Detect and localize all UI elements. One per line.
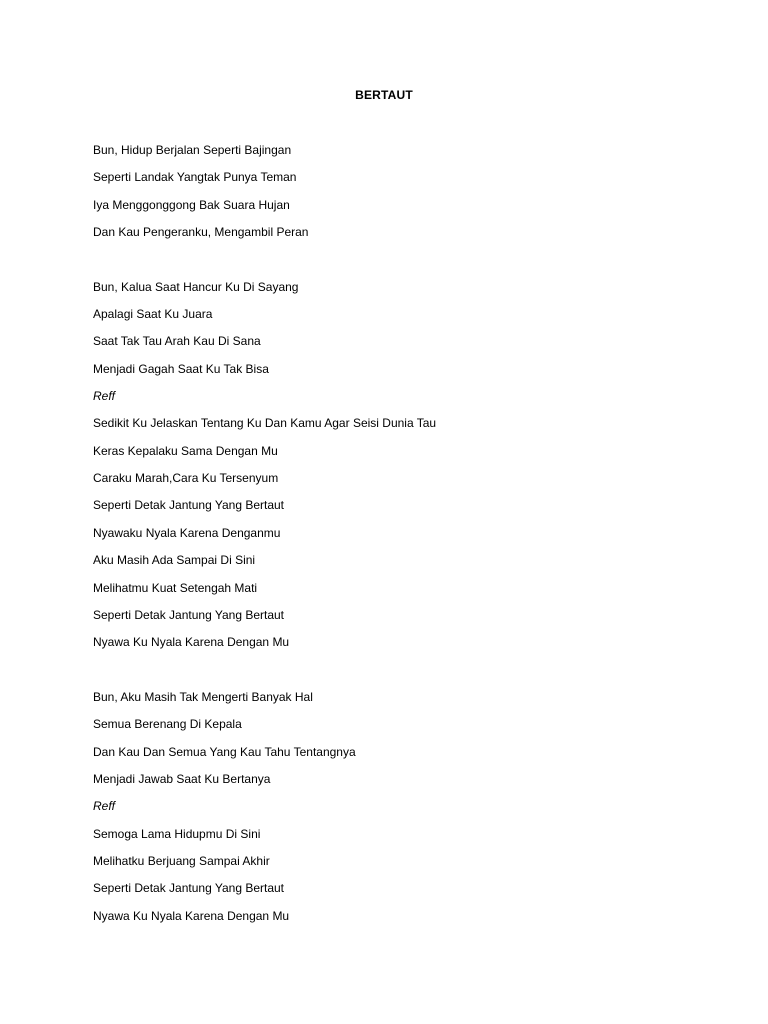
lyric-line: Melihatku Berjuang Sampai Akhir — [93, 853, 270, 868]
lyric-line: Semua Berenang Di Kepala — [93, 717, 242, 732]
song-title: BERTAUT — [355, 88, 413, 102]
reff-label: Reff — [93, 799, 116, 814]
lyric-line: Bun, Aku Masih Tak Mengerti Banyak Hal — [93, 689, 313, 704]
stanza-gap — [93, 250, 693, 277]
lyrics-body — [93, 141, 693, 934]
lyric-line: Keras Kepalaku Sama Dengan Mu — [93, 443, 278, 458]
lyric-line: Menjadi Jawab Saat Ku Bertanya — [93, 771, 271, 786]
reff-label: Reff — [93, 389, 116, 404]
lyric-line: Melihatmu Kuat Setengah Mati — [93, 580, 258, 595]
lyric-line: Seperti Detak Jantung Yang Bertaut — [93, 498, 285, 513]
lyric-line: Sedikit Ku Jelaskan Tentang Ku Dan Kamu Agar Seisi Dunia Tau — [93, 416, 437, 431]
verse-2 — [93, 278, 693, 387]
lyric-line: Menjadi Gagah Saat Ku Tak Bisa — [93, 361, 269, 376]
chorus-2 — [93, 825, 693, 934]
lyric-line: Iya Menggonggong Bak Suara Hujan — [93, 197, 290, 212]
lyric-line: Saat Tak Tau Arah Kau Di Sana — [93, 334, 261, 349]
lyric-line: Bun, Kalua Saat Hancur Ku Di Sayang — [93, 279, 299, 294]
lyric-line: Apalagi Saat Ku Juara — [93, 307, 213, 322]
chorus-1 — [93, 414, 693, 660]
lyric-line: Seperti Detak Jantung Yang Bertaut — [93, 607, 285, 622]
stanza-gap — [93, 661, 693, 688]
lyric-line: Seperti Detak Jantung Yang Bertaut — [93, 881, 285, 896]
lyric-line: Caraku Marah,Cara Ku Tersenyum — [93, 471, 279, 486]
verse-1 — [93, 141, 693, 250]
lyric-line: Bun, Hidup Berjalan Seperti Bajingan — [93, 143, 292, 157]
lyric-line: Semoga Lama Hidupmu Di Sini — [93, 826, 261, 841]
verse-3 — [93, 688, 693, 797]
lyric-line: Dan Kau Dan Semua Yang Kau Tahu Tentangnya — [93, 744, 356, 759]
lyric-line: Nyawaku Nyala Karena Denganmu — [93, 525, 281, 540]
lyric-line: Aku Masih Ada Sampai Di Sini — [93, 553, 256, 568]
lyric-line: Nyawa Ku Nyala Karena Dengan Mu — [93, 908, 290, 923]
lyric-line: Nyawa Ku Nyala Karena Dengan Mu — [93, 635, 290, 650]
lyric-line: Seperti Landak Yangtak Punya Teman — [93, 170, 297, 185]
lyric-line: Dan Kau Pengeranku, Mengambil Peran — [93, 225, 309, 240]
